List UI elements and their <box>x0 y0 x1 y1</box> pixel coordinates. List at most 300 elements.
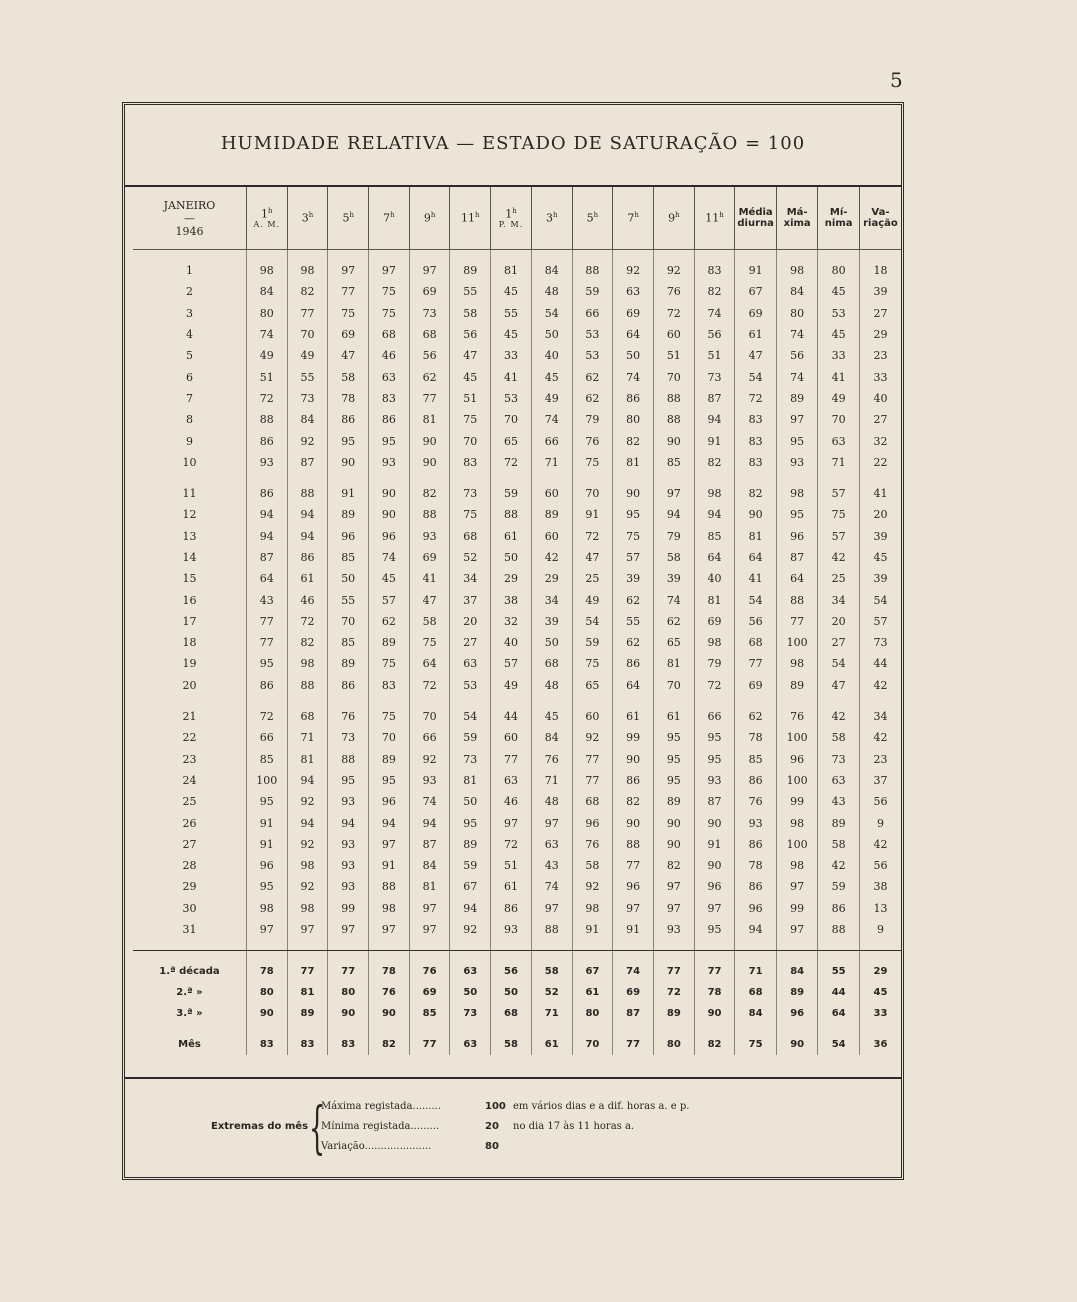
table-cell: 55 <box>450 281 491 302</box>
table-cell: 88 <box>613 834 654 855</box>
table-cell: 69 <box>613 303 654 324</box>
table-cell: 36 <box>859 1034 901 1055</box>
row-label: 17 <box>182 614 197 628</box>
table-cell: 42 <box>818 855 860 876</box>
table-frame <box>122 102 904 1180</box>
summary-row <box>133 982 901 1003</box>
row-label: 21 <box>182 710 197 724</box>
table-row <box>133 919 901 940</box>
table-cell: 97 <box>328 260 369 281</box>
table-cell: 44 <box>859 653 901 674</box>
table-cell: 67 <box>572 961 613 982</box>
table-cell: 97 <box>287 919 328 940</box>
table-cell: 50 <box>613 345 654 366</box>
table-cell: 60 <box>531 483 572 504</box>
table-cell: 53 <box>491 388 532 409</box>
row-label: 4 <box>185 328 193 342</box>
table-cell: 50 <box>531 324 572 345</box>
table-cell: 89 <box>328 504 369 525</box>
row-label: 23 <box>182 752 197 766</box>
table-cell: 55 <box>818 961 860 982</box>
table-cell: 91 <box>328 483 369 504</box>
table-cell: 82 <box>694 281 735 302</box>
table-cell: 70 <box>653 675 694 696</box>
table-cell: 57 <box>613 547 654 568</box>
table-cell: 9 <box>859 812 901 833</box>
var-label: Variação..................... <box>321 1141 432 1152</box>
table-cell: 82 <box>409 483 450 504</box>
table-cell: 73 <box>859 632 901 653</box>
table-cell: 89 <box>653 791 694 812</box>
row-label: 3 <box>185 306 193 320</box>
table-row <box>133 834 901 855</box>
table-cell: 97 <box>694 898 735 919</box>
min-note: no dia 17 às 11 horas a. <box>513 1121 635 1132</box>
table-cell: 77 <box>287 961 328 982</box>
table-cell: 97 <box>653 483 694 504</box>
hour-header: 7$^h$ <box>613 187 654 250</box>
table-cell: 61 <box>531 1034 572 1055</box>
table-cell: 90 <box>613 483 654 504</box>
min-label: Mínima registada......... <box>321 1121 440 1132</box>
table-cell: 37 <box>450 589 491 610</box>
table-cell: 93 <box>776 452 818 473</box>
table-cell: 53 <box>572 324 613 345</box>
table-cell: 83 <box>287 1034 328 1055</box>
table-cell: 27 <box>450 632 491 653</box>
table-cell: 92 <box>287 834 328 855</box>
table-cell: 87 <box>776 547 818 568</box>
table-cell: 48 <box>531 281 572 302</box>
table-cell: 98 <box>776 812 818 833</box>
table-cell: 56 <box>450 324 491 345</box>
table-cell: 63 <box>613 281 654 302</box>
table-cell: 45 <box>369 568 410 589</box>
table-cell: 45 <box>491 281 532 302</box>
table-cell: 96 <box>328 526 369 547</box>
table-cell: 76 <box>735 791 777 812</box>
table-cell: 33 <box>859 1003 901 1024</box>
table-cell: 73 <box>409 303 450 324</box>
table-cell: 84 <box>531 260 572 281</box>
table-cell: 88 <box>369 876 410 897</box>
table-cell: 84 <box>409 855 450 876</box>
table-row <box>133 632 901 653</box>
hour-sub-label: P. M. <box>498 220 524 230</box>
table-cell: 86 <box>246 483 287 504</box>
row-label: 22 <box>182 731 197 745</box>
table-cell: 70 <box>409 706 450 727</box>
table-row <box>133 366 901 387</box>
table-row <box>133 303 901 324</box>
table-cell: 58 <box>491 1034 532 1055</box>
month-header: JANEIRO — 1946 <box>133 187 246 250</box>
table-cell: 40 <box>694 568 735 589</box>
table-cell: 54 <box>859 589 901 610</box>
table-row <box>133 345 901 366</box>
table-cell: 72 <box>572 526 613 547</box>
table-cell: 91 <box>694 430 735 451</box>
table-cell: 51 <box>491 855 532 876</box>
table-cell: 83 <box>328 1034 369 1055</box>
table-cell: 81 <box>613 452 654 473</box>
table-cell: 87 <box>409 834 450 855</box>
table-cell: 92 <box>287 876 328 897</box>
table-cell: 95 <box>246 791 287 812</box>
table-cell: 90 <box>653 812 694 833</box>
table-row <box>133 324 901 345</box>
table-cell: 86 <box>613 388 654 409</box>
table-cell: 29 <box>531 568 572 589</box>
table-cell: 69 <box>694 611 735 632</box>
table-cell: 54 <box>818 653 860 674</box>
table-cell: 74 <box>653 589 694 610</box>
table-cell: 94 <box>450 898 491 919</box>
table-cell: 92 <box>287 791 328 812</box>
brace-icon: { <box>309 1096 326 1161</box>
table-cell: 97 <box>776 919 818 940</box>
table-cell: 58 <box>450 303 491 324</box>
table-cell: 68 <box>491 1003 532 1024</box>
table-cell: 94 <box>287 770 328 791</box>
row-label: 27 <box>182 837 197 851</box>
table-cell: 75 <box>735 1034 777 1055</box>
table-cell: 90 <box>653 834 694 855</box>
table-cell: 42 <box>531 547 572 568</box>
table-cell: 50 <box>450 982 491 1003</box>
table-cell: 51 <box>246 366 287 387</box>
table-cell: 94 <box>328 812 369 833</box>
table-cell: 97 <box>369 834 410 855</box>
table-cell: 74 <box>613 366 654 387</box>
table-cell: 68 <box>735 632 777 653</box>
table-cell: 94 <box>409 812 450 833</box>
table-cell: 89 <box>450 260 491 281</box>
table-cell: 68 <box>409 324 450 345</box>
hour-label: 1 <box>261 207 269 221</box>
table-cell: 64 <box>613 324 654 345</box>
table-cell: 92 <box>613 260 654 281</box>
table-cell: 94 <box>287 526 328 547</box>
table-cell: 32 <box>859 430 901 451</box>
table-cell: 94 <box>246 504 287 525</box>
table-cell: 47 <box>735 345 777 366</box>
table-cell: 95 <box>694 749 735 770</box>
table-cell: 40 <box>531 345 572 366</box>
table-cell: 79 <box>694 653 735 674</box>
table-cell: 85 <box>694 526 735 547</box>
table-cell: 90 <box>328 1003 369 1024</box>
table-cell: 93 <box>735 812 777 833</box>
table-cell: 74 <box>694 303 735 324</box>
table-cell: 91 <box>613 919 654 940</box>
table-cell: 58 <box>328 366 369 387</box>
table-cell: 46 <box>369 345 410 366</box>
extremes-section <box>125 1077 901 1179</box>
table-cell: 93 <box>491 919 532 940</box>
table-cell: 72 <box>491 452 532 473</box>
table-row <box>133 483 901 504</box>
table-cell: 62 <box>369 611 410 632</box>
table-cell: 93 <box>328 791 369 812</box>
table-cell: 25 <box>572 568 613 589</box>
table-row <box>133 589 901 610</box>
table-cell: 89 <box>328 653 369 674</box>
table-cell: 75 <box>572 653 613 674</box>
row-label: 31 <box>182 923 197 937</box>
table-cell: 97 <box>776 876 818 897</box>
table-cell: 39 <box>859 526 901 547</box>
row-label: 7 <box>185 391 193 405</box>
table-cell: 90 <box>653 430 694 451</box>
table-cell: 98 <box>776 855 818 876</box>
table-cell: 83 <box>735 452 777 473</box>
table-cell: 76 <box>409 961 450 982</box>
table-cell: 75 <box>409 632 450 653</box>
table-cell: 51 <box>653 345 694 366</box>
table-cell: 94 <box>694 504 735 525</box>
table-cell: 68 <box>450 526 491 547</box>
table-cell: 79 <box>653 526 694 547</box>
table-cell: 61 <box>491 526 532 547</box>
table-cell: 90 <box>369 483 410 504</box>
table-cell: 95 <box>246 653 287 674</box>
table-cell: 77 <box>328 281 369 302</box>
table-cell: 78 <box>735 855 777 876</box>
hour-header: 1$^h$ P. M. <box>491 187 532 250</box>
table-cell: 40 <box>491 632 532 653</box>
table-cell: 67 <box>450 876 491 897</box>
hour-header: 1$^h$ A. M. <box>246 187 287 250</box>
table-cell: 51 <box>694 345 735 366</box>
hour-sub-label: A. M. <box>253 220 281 230</box>
table-cell: 96 <box>694 876 735 897</box>
table-cell: 57 <box>818 483 860 504</box>
table-cell: 90 <box>694 1003 735 1024</box>
table-cell: 78 <box>735 727 777 748</box>
table-cell: 77 <box>246 611 287 632</box>
table-cell: 88 <box>246 409 287 430</box>
table-cell: 20 <box>859 504 901 525</box>
table-row <box>133 770 901 791</box>
table-cell: 42 <box>859 727 901 748</box>
humidity-table <box>133 187 901 1055</box>
table-cell: 93 <box>369 452 410 473</box>
table-cell: 46 <box>491 791 532 812</box>
separator-row <box>133 940 901 951</box>
table-cell: 34 <box>859 706 901 727</box>
table-row <box>133 727 901 748</box>
table-cell: 73 <box>450 1003 491 1024</box>
table-cell: 65 <box>491 430 532 451</box>
table-cell: 63 <box>818 430 860 451</box>
table-cell: 45 <box>491 324 532 345</box>
table-cell: 51 <box>450 388 491 409</box>
table-cell: 86 <box>818 898 860 919</box>
table-cell: 82 <box>653 855 694 876</box>
table-cell: 96 <box>572 812 613 833</box>
table-row <box>133 855 901 876</box>
spacer-row <box>133 951 901 962</box>
table-cell: 65 <box>653 632 694 653</box>
table-cell: 90 <box>613 812 654 833</box>
table-cell: 98 <box>287 855 328 876</box>
table-cell: 58 <box>818 727 860 748</box>
table-cell: 45 <box>531 366 572 387</box>
summary-row <box>133 1003 901 1024</box>
table-cell: 62 <box>613 632 654 653</box>
table-cell: 85 <box>735 749 777 770</box>
table-cell: 73 <box>818 749 860 770</box>
table-cell: 41 <box>818 366 860 387</box>
table-row <box>133 611 901 632</box>
table-cell: 94 <box>653 504 694 525</box>
table-cell: 85 <box>328 632 369 653</box>
table-cell: 59 <box>572 632 613 653</box>
table-cell: 64 <box>735 547 777 568</box>
table-cell: 52 <box>450 547 491 568</box>
table-cell: 32 <box>491 611 532 632</box>
table-cell: 77 <box>694 961 735 982</box>
table-cell: 71 <box>735 961 777 982</box>
table-cell: 89 <box>776 982 818 1003</box>
table-cell: 39 <box>859 281 901 302</box>
table-cell: 43 <box>246 589 287 610</box>
table-cell: 100 <box>776 727 818 748</box>
table-cell: 90 <box>409 452 450 473</box>
table-cell: 82 <box>613 791 654 812</box>
table-cell: 22 <box>859 452 901 473</box>
table-cell: 37 <box>859 770 901 791</box>
table-cell: 58 <box>409 611 450 632</box>
table-cell: 83 <box>735 430 777 451</box>
table-cell: 65 <box>572 675 613 696</box>
table-cell: 97 <box>409 260 450 281</box>
table-cell: 99 <box>776 791 818 812</box>
table-cell: 84 <box>246 281 287 302</box>
table-cell: 60 <box>491 727 532 748</box>
table-cell: 57 <box>369 589 410 610</box>
table-cell: 98 <box>287 653 328 674</box>
table-cell: 90 <box>328 452 369 473</box>
table-cell: 63 <box>531 834 572 855</box>
table-cell: 9 <box>859 919 901 940</box>
table-cell: 58 <box>572 855 613 876</box>
table-cell: 90 <box>694 812 735 833</box>
table-cell: 82 <box>613 430 654 451</box>
table-cell: 93 <box>653 919 694 940</box>
table-cell: 63 <box>369 366 410 387</box>
table-cell: 81 <box>694 589 735 610</box>
table-cell: 75 <box>369 653 410 674</box>
minima-header: Mí- nima <box>818 187 860 250</box>
row-label: 5 <box>185 349 193 363</box>
table-cell: 74 <box>776 324 818 345</box>
table-cell: 29 <box>859 961 901 982</box>
table-cell: 86 <box>735 770 777 791</box>
table-cell: 95 <box>694 919 735 940</box>
table-cell: 60 <box>572 706 613 727</box>
table-cell: 87 <box>287 452 328 473</box>
table-cell: 82 <box>369 1034 410 1055</box>
table-cell: 96 <box>776 526 818 547</box>
table-cell: 72 <box>735 388 777 409</box>
table-cell: 72 <box>287 611 328 632</box>
table-cell: 91 <box>572 919 613 940</box>
table-cell: 96 <box>776 1003 818 1024</box>
table-cell: 88 <box>287 483 328 504</box>
table-cell: 97 <box>491 812 532 833</box>
table-cell: 71 <box>818 452 860 473</box>
table-cell: 80 <box>653 1034 694 1055</box>
table-cell: 96 <box>369 526 410 547</box>
table-cell: 59 <box>491 483 532 504</box>
table-cell: 94 <box>735 919 777 940</box>
table-cell: 33 <box>818 345 860 366</box>
table-cell: 58 <box>531 961 572 982</box>
table-cell: 80 <box>246 982 287 1003</box>
table-cell: 97 <box>328 919 369 940</box>
table-cell: 70 <box>450 430 491 451</box>
table-cell: 34 <box>531 589 572 610</box>
row-label: 1 <box>185 264 193 278</box>
table-cell: 74 <box>531 876 572 897</box>
page-number: 5 <box>890 68 903 92</box>
table-cell: 66 <box>531 430 572 451</box>
table-cell: 70 <box>328 611 369 632</box>
table-cell: 72 <box>653 982 694 1003</box>
table-cell: 97 <box>409 898 450 919</box>
table-title: HUMIDADE RELATIVA — ESTADO DE SATURAÇÃO = 100 <box>220 133 806 154</box>
table-cell: 47 <box>409 589 450 610</box>
table-cell: 48 <box>531 675 572 696</box>
table-cell: 85 <box>246 749 287 770</box>
table-row <box>133 504 901 525</box>
max-label: Máxima registada......... <box>321 1101 442 1112</box>
table-cell: 95 <box>246 876 287 897</box>
table-cell: 95 <box>776 504 818 525</box>
table-cell: 95 <box>653 749 694 770</box>
row-label: 18 <box>182 636 197 650</box>
table-cell: 54 <box>818 1034 860 1055</box>
table-cell: 82 <box>735 483 777 504</box>
table-cell: 45 <box>859 982 901 1003</box>
table-cell: 68 <box>287 706 328 727</box>
table-cell: 40 <box>859 388 901 409</box>
table-cell: 62 <box>409 366 450 387</box>
table-cell: 94 <box>287 504 328 525</box>
hour-header: 9$^h$ <box>409 187 450 250</box>
table-cell: 54 <box>450 706 491 727</box>
table-cell: 77 <box>409 1034 450 1055</box>
table-cell: 54 <box>735 366 777 387</box>
table-cell: 95 <box>328 430 369 451</box>
table-cell: 95 <box>653 770 694 791</box>
table-cell: 41 <box>491 366 532 387</box>
hour-header: 5$^h$ <box>328 187 369 250</box>
variacao-header: Va- riação <box>859 187 901 250</box>
table-cell: 82 <box>287 632 328 653</box>
table-cell: 90 <box>409 430 450 451</box>
table-cell: 76 <box>572 430 613 451</box>
row-label: 29 <box>182 880 197 894</box>
table-cell: 68 <box>531 653 572 674</box>
table-cell: 89 <box>531 504 572 525</box>
table-cell: 50 <box>491 547 532 568</box>
table-cell: 90 <box>369 504 410 525</box>
table-cell: 63 <box>450 653 491 674</box>
table-cell: 75 <box>450 409 491 430</box>
